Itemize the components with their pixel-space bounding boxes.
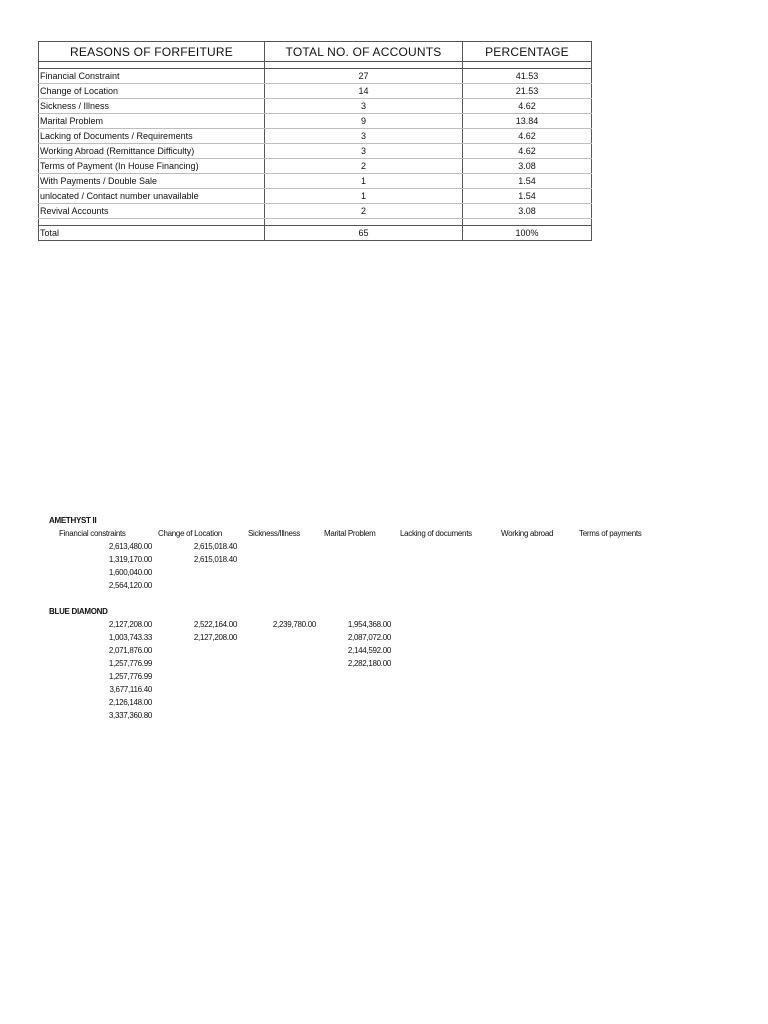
total-label: Total	[39, 226, 265, 241]
blue-diamond-financial-value: 2,126,148.00	[108, 698, 152, 707]
blue-diamond-financial-value: 2,071,876.00	[108, 646, 152, 655]
count-cell: 27	[265, 69, 463, 84]
blue-diamond-marital-value: 2,282,180.00	[347, 659, 391, 668]
column-header-marital: Marital Problem	[324, 529, 376, 538]
blue-diamond-sickness-value: 2,239,780.00	[272, 620, 316, 629]
blue-diamond-financial-value: 3,337,360.80	[108, 711, 152, 720]
count-cell: 9	[265, 114, 463, 129]
total-row	[39, 226, 592, 241]
blue-diamond-financial-value: 1,257,776.99	[108, 672, 152, 681]
reason-cell: Working Abroad (Remittance Difficulty)	[39, 144, 265, 159]
table-row	[39, 189, 592, 204]
percent-cell: 3.08	[463, 204, 592, 219]
table-header	[39, 42, 592, 62]
column-header-sickness: Sickness/Illness	[248, 529, 301, 538]
percent-cell: 4.62	[463, 99, 592, 114]
blue-diamond-location-value: 2,127,208.00	[193, 633, 237, 642]
count-cell: 1	[265, 189, 463, 204]
total-count: 65	[265, 226, 463, 241]
blue-diamond-marital-value: 2,144,592.00	[347, 646, 391, 655]
reason-cell: Terms of Payment (In House Financing)	[39, 159, 265, 174]
blue-diamond-location-value: 2,522,164.00	[193, 620, 237, 629]
blue-diamond-marital-value: 1,954,368.00	[347, 620, 391, 629]
percent-cell: 21.53	[463, 84, 592, 99]
table-row	[39, 84, 592, 99]
amethyst-location-value: 2,615,018.40	[193, 555, 237, 564]
count-cell: 2	[265, 159, 463, 174]
forfeiture-summary-table	[38, 41, 592, 241]
column-header-financial: Financial constraints	[59, 529, 126, 538]
column-header-terms: Terms of payments	[579, 529, 642, 538]
reason-cell: Marital Problem	[39, 114, 265, 129]
column-header-location: Change of Location	[158, 529, 222, 538]
percent-cell: 41.53	[463, 69, 592, 84]
blue-diamond-financial-value: 1,003,743.33	[108, 633, 152, 642]
table-row	[39, 99, 592, 114]
table-row	[39, 144, 592, 159]
percent-cell: 4.62	[463, 129, 592, 144]
table-row	[39, 159, 592, 174]
amethyst-financial-value: 2,564,120.00	[108, 581, 152, 590]
spacer-row	[39, 219, 592, 226]
reason-cell: With Payments / Double Sale	[39, 174, 265, 189]
percent-cell: 1.54	[463, 174, 592, 189]
column-header-working-abroad: Working abroad	[501, 529, 554, 538]
blue-diamond-marital-value: 2,087,072.00	[347, 633, 391, 642]
spacer-row	[39, 62, 592, 69]
column-header-documents: Lacking of documents	[400, 529, 472, 538]
reason-cell: Sickness / Illness	[39, 99, 265, 114]
amethyst-location-value: 2,615,018.40	[193, 542, 237, 551]
reason-cell: unlocated / Contact number unavailable	[39, 189, 265, 204]
reason-cell: Revival Accounts	[39, 204, 265, 219]
percent-cell: 3.08	[463, 159, 592, 174]
header-total-accounts: TOTAL NO. OF ACCOUNTS	[265, 42, 463, 62]
blue-diamond-section-title: BLUE DIAMOND	[49, 607, 108, 616]
amethyst-financial-value: 2,613,480.00	[108, 542, 152, 551]
count-cell: 1	[265, 174, 463, 189]
blue-diamond-financial-value: 1,257,776.99	[108, 659, 152, 668]
count-cell: 2	[265, 204, 463, 219]
table-row	[39, 129, 592, 144]
reason-cell: Lacking of Documents / Requirements	[39, 129, 265, 144]
count-cell: 3	[265, 129, 463, 144]
percent-cell: 13.84	[463, 114, 592, 129]
amethyst-section-title: AMETHYST II	[49, 516, 97, 525]
percent-cell: 4.62	[463, 144, 592, 159]
percent-cell: 1.54	[463, 189, 592, 204]
reason-cell: Financial Constraint	[39, 69, 265, 84]
header-percentage: PERCENTAGE	[463, 42, 592, 62]
amethyst-financial-value: 1,319,170.00	[108, 555, 152, 564]
count-cell: 3	[265, 144, 463, 159]
table-row	[39, 69, 592, 84]
table-row	[39, 204, 592, 219]
count-cell: 14	[265, 84, 463, 99]
amethyst-financial-value: 1,600,040.00	[108, 568, 152, 577]
count-cell: 3	[265, 99, 463, 114]
total-percent: 100%	[463, 226, 592, 241]
header-reasons: REASONS OF FORFEITURE	[39, 42, 265, 62]
blue-diamond-financial-value: 2,127,208.00	[108, 620, 152, 629]
reason-cell: Change of Location	[39, 84, 265, 99]
table-row	[39, 174, 592, 189]
table-row	[39, 114, 592, 129]
blue-diamond-financial-value: 3,677,116.40	[109, 685, 152, 694]
